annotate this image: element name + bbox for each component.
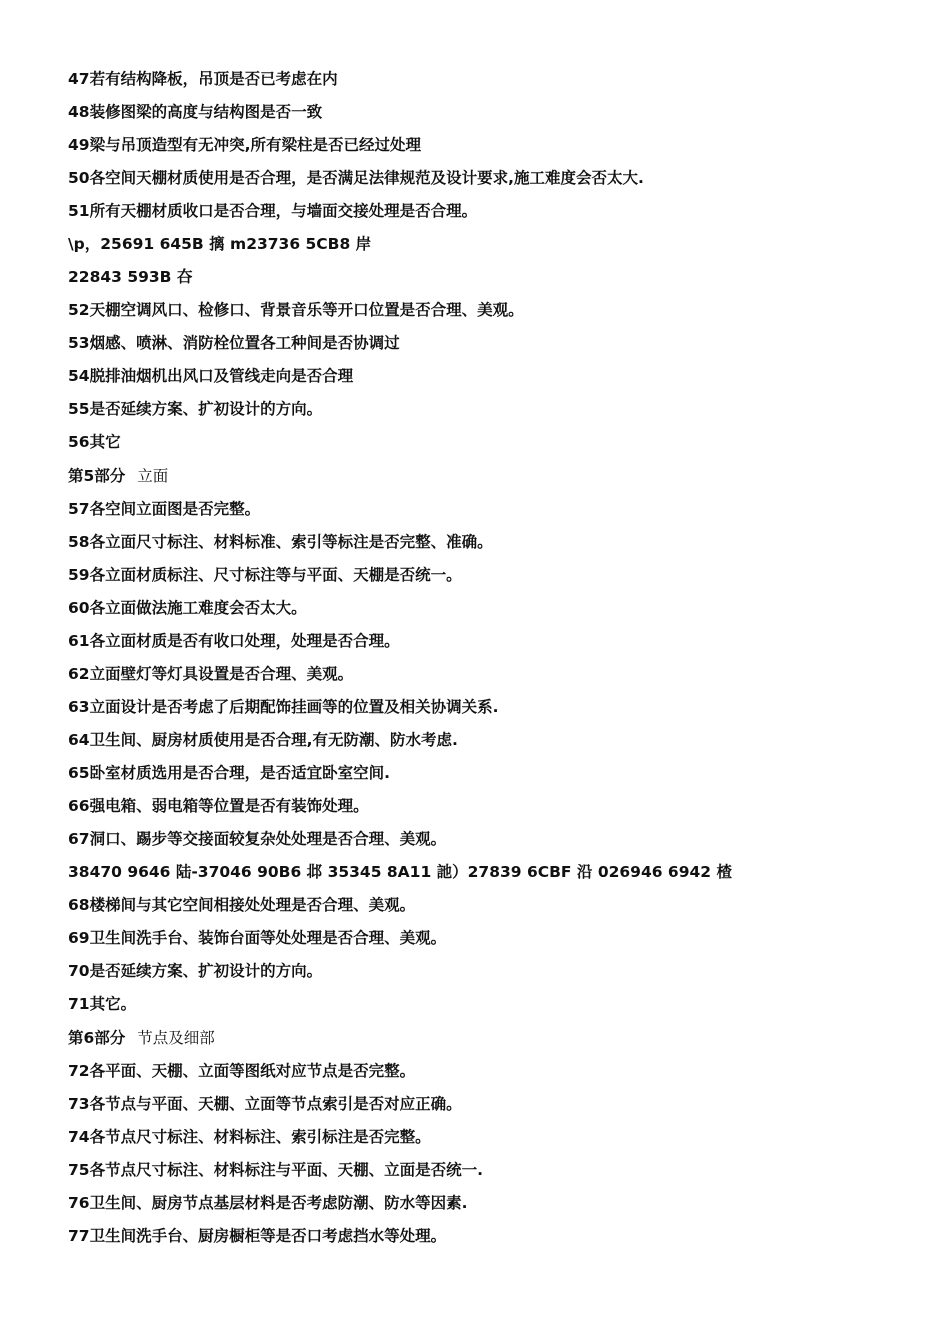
checklist-item-71: 71其它。: [68, 995, 137, 1013]
checklist-item-68: 68楼梯间与其它空间相接处处理是否合理、美观。: [68, 896, 416, 914]
checklist-item-64: 64卫生间、厨房材质使用是否合理,有无防潮、防水考虑.: [68, 731, 458, 749]
checklist-item-70: 70是否延续方案、扩初设计的方向。: [68, 962, 323, 980]
checklist-item-73: 73各节点与平面、天棚、立面等节点索引是否对应正确。: [68, 1095, 462, 1113]
checklist-item-60: 60各立面做法施工难度会否太大。: [68, 599, 307, 617]
checklist-item-74: 74各节点尺寸标注、材料标注、索引标注是否完整。: [68, 1128, 431, 1146]
section-heading-5: [68, 464, 168, 488]
checklist-item-54: 54脱排油烟机出风口及管线走向是否合理: [68, 367, 354, 385]
checklist-item-72: 72各平面、天棚、立面等图纸对应节点是否完整。: [68, 1062, 416, 1080]
checklist-item-63: 63立面设计是否考虑了后期配饰挂画等的位置及相关协调关系.: [68, 698, 499, 716]
checklist-item-48: 48装修图梁的高度与结构图是否一致: [68, 103, 323, 121]
checklist-item-52: 52天棚空调风口、检修口、背景音乐等开口位置是否合理、美观。: [68, 301, 524, 319]
garbled-text-line: \p，25691 645B 摛 m23736 5CB8 岸: [68, 235, 372, 253]
checklist-item-77: 77卫生间洗手台、厨房橱柜等是否口考虑挡水等处理。: [68, 1227, 447, 1245]
checklist-item-59: 59各立面材质标注、尺寸标注等与平面、天棚是否统一。: [68, 566, 462, 584]
garbled-text-line: 38470 9646 陆-37046 90B6 邶 35345 8A11 訑）27839 6CBF 沿 026946 6942 楂: [68, 863, 732, 881]
checklist-item-50: 50各空间天棚材质使用是否合理，是否满足法律规范及设计要求,施工难度会否太大.: [68, 169, 644, 187]
checklist-item-61: 61各立面材质是否有收口处理，处理是否合理。: [68, 632, 400, 650]
checklist-item-76: 76卫生间、厨房节点基层材料是否考虑防潮、防水等因素.: [68, 1194, 468, 1212]
checklist-item-57: 57各空间立面图是否完整。: [68, 500, 261, 518]
section-heading-6: [68, 1026, 215, 1050]
checklist-item-75: 75各节点尺寸标注、材料标注与平面、天棚、立面是否统一.: [68, 1161, 483, 1179]
checklist-item-56: 56其它: [68, 433, 121, 451]
checklist-item-47: 47若有结构降板，吊顶是否已考虑在内: [68, 70, 338, 88]
checklist-item-67: 67洞口、踢步等交接面较复杂处处理是否合理、美观。: [68, 830, 447, 848]
checklist-item-66: 66强电箱、弱电箱等位置是否有装饰处理。: [68, 797, 369, 815]
checklist-item-65: 65卧室材质选用是否合理，是否适宜卧室空间.: [68, 764, 390, 782]
checklist-item-55: 55是否延续方案、扩初设计的方向。: [68, 400, 323, 418]
section-name: 立面: [137, 467, 169, 485]
section-label: 第6部分: [68, 1029, 126, 1047]
checklist-item-62: 62立面壁灯等灯具设置是否合理、美观。: [68, 665, 354, 683]
garbled-text-line: 22843 593B 夻: [68, 268, 193, 286]
section-name: 节点及细部: [137, 1029, 215, 1047]
checklist-item-53: 53烟感、喷淋、消防栓位置各工种间是否协调过: [68, 334, 400, 352]
checklist-item-49: 49梁与吊顶造型有无冲突,所有梁柱是否已经过处理: [68, 136, 421, 154]
section-label: 第5部分: [68, 467, 126, 485]
checklist-item-69: 69卫生间洗手台、装饰台面等处处理是否合理、美观。: [68, 929, 447, 947]
checklist-item-51: 51所有天棚材质收口是否合理，与墙面交接处理是否合理。: [68, 202, 478, 220]
checklist-item-58: 58各立面尺寸标注、材料标准、索引等标注是否完整、准确。: [68, 533, 493, 551]
